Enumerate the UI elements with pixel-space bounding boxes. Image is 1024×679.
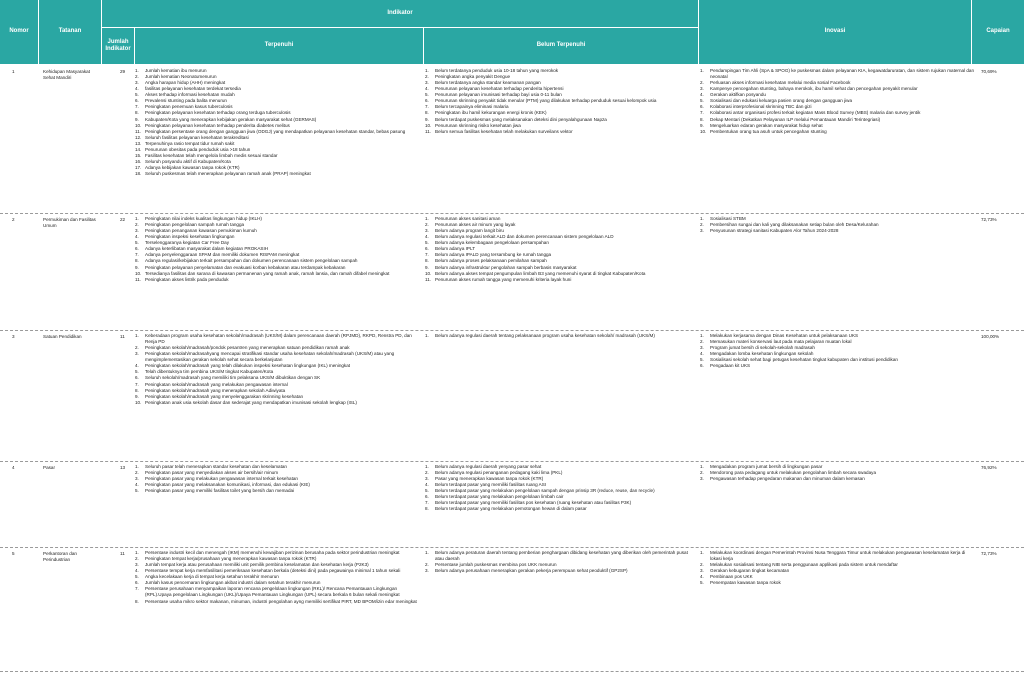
list-item-text: Belum adanya regulasi penanganan pedagang kaki lima (PKL): [435, 470, 563, 476]
list-item-number: 15.: [135, 152, 142, 158]
row-capaian: 100,00%: [981, 334, 1000, 339]
list-item-text: Penurunan akses rumah tangga yang memenuhi kriteria layak huni: [435, 276, 572, 282]
list-item-text: Penurunan obesitas pada penduduk usia >18 tahun: [145, 146, 251, 152]
list-item: [425, 277, 695, 283]
row-tatanan: Perkantoran dan Perindustrian: [43, 551, 77, 562]
list-item: [700, 580, 975, 586]
list-item: [700, 129, 975, 135]
list-item-number: 1.: [700, 68, 704, 73]
terpenuhi-list: [135, 550, 420, 605]
list-item-number: 9.: [135, 264, 139, 270]
list-item-number: 3.: [135, 228, 139, 234]
list-item-text: Jumlah kematian Neonatumenurun: [145, 74, 217, 80]
list-item-text: Sosialisasi dan edukasi keluarga pasien orang dengan gangguan jiwa: [710, 98, 852, 104]
terpenuhi-list: [135, 216, 420, 283]
belum-terpenuhi-list: [425, 550, 695, 574]
list-item: [700, 228, 975, 234]
list-item-text: Peningkatan akses listrik pada penduduk: [145, 276, 229, 282]
row-tatanan: Permukiman dan Fasilitas Umum: [43, 217, 96, 228]
list-item-number: 1.: [425, 464, 429, 469]
list-item-text: Perluasan akses informasi kesehatan melalui media sosial Facebook: [710, 80, 851, 86]
list-item-number: 5.: [135, 92, 139, 98]
list-item-number: 5.: [425, 240, 429, 246]
row-capaian: 72,73%: [981, 217, 997, 222]
header-capaian: Capaian: [972, 0, 1024, 64]
list-item-text: Angka kecelakaan kerja di tempat kerja setahun terakhir menurun: [145, 574, 279, 580]
list-item-text: Belum terdatanya angka standar keamanan pangan: [435, 80, 541, 86]
belum-terpenuhi-list: [425, 68, 695, 135]
list-item-number: 2.: [425, 562, 429, 568]
inovasi-list: [700, 68, 975, 135]
list-item-number: 10.: [425, 122, 432, 128]
list-item-text: Terpenuhinya rasio tempat tidur rumah sakit: [145, 140, 235, 146]
list-item-number: 2.: [700, 470, 704, 476]
list-item-text: Penyusunan strategi sanitasi Kabupaten Alor Tahun 2024-2028: [710, 228, 839, 234]
list-item-number: 6.: [425, 98, 429, 104]
list-item-text: Peningkatan pelayanan kesehatan terhadap penderita diabetes melitus: [145, 122, 290, 128]
list-item-number: 1.: [135, 464, 139, 469]
header-jumlah-indikator: Jumlah Indikator: [102, 28, 134, 64]
list-item-text: Kolaborasi interprofesional skrinning TBC dan gizi: [710, 104, 812, 110]
list-item-text: Jumlah tempat kerja atau perusahaan memiliki unit pemilik pembina keselamatan dan kesehatan kerja (P2K3): [145, 562, 369, 568]
list-item-text: Penurunan skrinning penyakit tidak menular (PTM) yang dilakukan terhadap penduduk sesuai kelompok usia: [435, 98, 657, 104]
list-item-text: Belum terdapat pasar yang memiliki fasilitas pos kesehatan (ruang kesehatan atau fasilitas P3K): [435, 500, 632, 506]
list-item-number: 2.: [700, 562, 704, 568]
list-item-text: Mengadakan program jumat bersih di lingkungan pasar: [710, 464, 823, 469]
list-item-text: Peningkatan angka penyakit Dengue: [435, 74, 511, 80]
list-item-text: Peningkatan inspeksi kesehatan lingkungan: [145, 234, 235, 240]
list-item-text: Sosialisasi sekolah sehat bagi petugas kesehatan tingkat kabupaten dan institusi pendidikan: [710, 357, 898, 363]
list-item-number: 7.: [700, 110, 704, 116]
list-item-number: 8.: [425, 110, 429, 116]
header-inovasi: Inovasi: [699, 0, 971, 64]
table-row: [0, 331, 1024, 462]
terpenuhi-list: [135, 464, 420, 494]
list-item-number: 4.: [700, 574, 704, 580]
list-item-number: 6.: [135, 246, 139, 252]
list-item-number: 5.: [135, 369, 139, 375]
list-item-number: 18.: [135, 171, 142, 177]
list-item-number: 7.: [135, 586, 139, 592]
list-item-number: 2.: [135, 222, 139, 228]
row-number: 1: [12, 69, 15, 74]
list-item-number: 4.: [425, 234, 429, 240]
row-number: 3: [12, 334, 15, 339]
list-item-number: 8.: [700, 116, 704, 122]
list-item-text: Melakukan koordinasi dengan Pemerintah Provinsi Nusa Tenggara Timur untuk melakukan pengawasan keselamatan kerja di lokasi kerja: [710, 550, 966, 562]
list-item-text: Angka harapan hidup (AHH) meningkat: [145, 80, 226, 86]
list-item-text: Prevalensi stunting pada balita menurun: [145, 98, 227, 104]
list-item-number: 2.: [700, 222, 704, 228]
row-jumlah-indikator: 11: [120, 334, 125, 339]
list-item-text: Persentase perusahaan menyampaikan laporan rencana pengelolaan lingkungan (RKL)/ Rencana Pemantauan Lingkungan (RPL).Upaya pengelolaan Lingkungan (UKL)/Upaya Pemantauan Lingkungan (UPL) secara berkala 6 bulan sekali meningkat: [145, 586, 400, 598]
list-item-text: Penurunan skrinning risiko kesehatan jiwa: [435, 122, 521, 128]
list-item-text: Belum adanya IPLT: [435, 246, 476, 252]
list-item-text: Peningkatan ibu hamil kekurangan energi kronis (KEK): [435, 110, 547, 116]
list-item-text: Seluruh pasar telah menerapkan standar kesehatan dan keselamatan: [145, 464, 287, 469]
list-item-number: 6.: [135, 375, 139, 381]
list-item-text: Seluruh sekolah/madrasah yang memiliki tim pelaksana UKS/M dibuktikan dengan SK: [145, 375, 321, 381]
list-item-text: Belum adanya akses tempat pengumpulan limbah B3 yang memenuhi syarat di tingkat Kabupaten/Kota: [435, 270, 646, 276]
list-item-number: 5.: [425, 488, 429, 494]
list-item-number: 4.: [135, 234, 139, 240]
header-belum-terpenuhi: Belum Terpenuhi: [424, 28, 698, 64]
list-item-number: 3.: [700, 86, 704, 92]
list-item-text: Fasilitas kesehatan telah mengelola limbah medis sesuai standar: [145, 152, 278, 158]
row-tatanan: Kehidupan Masyarakat Sehat Mandiri: [43, 69, 90, 80]
list-item: [135, 351, 420, 363]
list-item-number: 11.: [425, 276, 432, 282]
list-item-number: 5.: [425, 92, 429, 98]
list-item-text: Peningkatan nilai indeks kualitas lingkungan hidup (IKLH): [145, 216, 262, 221]
list-item-number: 9.: [700, 122, 704, 128]
list-item-number: 1.: [135, 333, 139, 338]
list-item-number: 8.: [135, 258, 139, 264]
table-row: [0, 66, 1024, 214]
list-item-text: Belum adanya program langit biru: [435, 228, 504, 234]
list-item-text: Seluruh fasilitas pelayanan kesehatan terakreditasi: [145, 134, 249, 140]
list-item-text: Kabupaten/Kota yang menerapkan kebijakan gerakan masyarakat sehat (GERMAS): [145, 116, 317, 122]
list-item: [700, 550, 975, 562]
header-indikator: Indikator: [102, 0, 698, 27]
list-item-text: Penurunan pelayanan kesehatan terhadap penderita hipertensi: [435, 86, 564, 92]
list-item-text: Gerakan kebugaran tingkat kecamatan: [710, 568, 790, 574]
list-item-number: 10.: [135, 270, 142, 276]
row-capaian: 72,73%: [981, 551, 997, 556]
row-jumlah-indikator: 13: [120, 465, 126, 470]
list-item-number: 2.: [425, 222, 429, 228]
list-item-number: 3.: [135, 476, 139, 482]
list-item-number: 11.: [425, 128, 432, 134]
list-item-text: Pengadaan kit UKS: [710, 363, 751, 369]
list-item-text: Peningkatan pasar yang melaksanakan komunikasi, informasi, dan edukasi (KIE): [145, 482, 310, 488]
list-item-number: 1.: [700, 550, 704, 555]
list-item-number: 4.: [135, 86, 139, 92]
list-item-text: Mengadakan lomba kesehatan lingkungan sekolah: [710, 351, 814, 357]
list-item-number: 1.: [425, 333, 429, 338]
list-item-text: Program jumat bersih di sekolah-sekolah madrasah: [710, 345, 815, 351]
list-item: [425, 568, 695, 574]
list-item-text: Belum terdapat pasar yang melakukan pengelolaan sampah dengan prinsip 3R (reduce, reuse, dan recycle): [435, 488, 655, 494]
list-item-text: Peningkatan tempat kerja/prusahaan yang menerapkan kawasan tanpa rokok (KTR): [145, 556, 317, 562]
inovasi-list: [700, 464, 975, 482]
list-item-number: 9.: [425, 264, 429, 270]
list-item-text: Belum adanya regulasi terkait ALD dan dokumen perencanaan sistem pengelolaan ALD: [435, 234, 614, 240]
list-item-text: Penempatan kawasan tanpa rokok: [710, 580, 781, 586]
header-terpenuhi: Terpenuhi: [135, 28, 423, 64]
list-item-text: Peningkatan persentase orang dengan gangguan jiwa (ODGJ) yang mendapatkan pelayanan kesehatan standar, bebas pasung: [145, 128, 406, 134]
list-item-number: 6.: [425, 494, 429, 500]
list-item: [700, 476, 975, 482]
list-item-number: 5.: [135, 488, 139, 494]
list-item-number: 2.: [425, 470, 429, 476]
list-item-number: 3.: [425, 228, 429, 234]
list-item-number: 2.: [425, 74, 429, 80]
list-item-text: Pembentukan orang tua asuh untuk pencegahan stunting: [710, 128, 827, 134]
belum-terpenuhi-list: [425, 216, 695, 283]
row-tatanan: Pasar: [43, 465, 56, 470]
list-item-text: Akses terhadap informasi kesehatan mudah: [145, 92, 235, 98]
list-item: [135, 277, 420, 283]
list-item-text: Dekap Mentari (Dekatkan Pelayanan ILP melalui Pemantauan Mandiri Terintegriasi): [710, 116, 881, 122]
list-item-number: 3.: [425, 568, 429, 574]
list-item-number: 1.: [135, 550, 139, 555]
list-item-number: 5.: [135, 240, 139, 246]
list-item-number: 3.: [700, 345, 704, 351]
list-item-number: 4.: [425, 482, 429, 488]
list-item-number: 8.: [425, 258, 429, 264]
list-item-text: Peningkatan anak usia sekolah dasar dan sederajat yang mendapatkan imunisasi sekolah lengkap (ISL): [145, 399, 357, 405]
list-item-number: 9.: [135, 116, 139, 122]
list-item-text: Peningkatan sekolah/madrasah yang telah dilakukan inspeksi kesehatan lingkungan (IKL) meningkat: [145, 363, 351, 369]
list-item-text: Tersedianya fasilitas dan sarana di kawasan permanenan yang ramah anak, ramah lansia, dan ramah difabel meningkat: [145, 270, 390, 276]
list-item: [135, 599, 420, 605]
list-item-text: Telah dibentuknya tim pembina UKS/M tingkat Kabupaten/Kota: [145, 369, 274, 375]
list-item-number: 3.: [135, 351, 139, 357]
list-item: [425, 333, 695, 339]
list-item-text: Belum adanya proses pelaksanaan pemilahan sampah: [435, 258, 547, 264]
list-item-text: Peningkatan sekolah/madrasahyang mencapai stratifikasi standar usaha kesehatan sekolah/madrasah (UKS/M) atau yang mengimplementasikan gerakan sekolah sehat secara berkelanjutan: [145, 351, 395, 363]
list-item-number: 1.: [135, 216, 139, 221]
list-item-number: 11.: [135, 276, 142, 282]
list-item-text: Adanya regulasi/kebijakan terkait persampahan dan dokumen perencanaan sistem pengelolaan sampah: [145, 258, 358, 264]
list-item: [135, 171, 420, 177]
list-item-text: Adanya keterlibatan masyarakat dalam kegiatan PROKASIH: [145, 246, 269, 252]
list-item-number: 3.: [425, 476, 429, 482]
belum-terpenuhi-list: [425, 333, 695, 339]
list-item-text: Penurunan akses air minum yang layak: [435, 222, 516, 228]
list-item-number: 7.: [135, 104, 139, 110]
list-item: [135, 333, 420, 345]
list-item-text: Belum terdatanya penduduk usia 10-18 tahun yang merokok: [435, 68, 559, 73]
list-item-number: 1.: [700, 216, 704, 221]
list-item-text: Peningkatan sekolah/madrasah yang menyelenggarakan skrinning kesehatan: [145, 393, 304, 399]
list-item-number: 13.: [135, 140, 142, 146]
list-item-number: 5.: [135, 574, 139, 580]
row-divider: [0, 671, 1024, 672]
list-item-number: 2.: [135, 470, 139, 476]
list-item: [425, 550, 695, 562]
list-item-text: Peningkatan pasar yang melakukan pengawasan internal terkait kesehatan: [145, 476, 298, 482]
list-item-number: 3.: [700, 476, 704, 482]
list-item-text: Melakukan sosialisasi tentang NIB serta penggunaan applikasi pada sistem untuk mendaftar: [710, 562, 898, 568]
terpenuhi-list: [135, 68, 420, 177]
list-item: [700, 363, 975, 369]
list-item-number: 5.: [700, 98, 704, 104]
list-item-number: 5.: [700, 580, 704, 586]
list-item-number: 8.: [425, 506, 429, 512]
row-jumlah-indikator: 11: [120, 551, 125, 556]
list-item: [425, 506, 695, 512]
list-item-number: 7.: [425, 104, 429, 110]
list-item-number: 11.: [135, 128, 142, 134]
table-row: [0, 548, 1024, 672]
list-item-number: 12.: [135, 134, 142, 140]
list-item-number: 9.: [135, 393, 139, 399]
list-item-text: Penurunan pelayanan imunisasi terhadap bayi usia 0-11 bulan: [435, 92, 562, 98]
list-item-number: 6.: [135, 98, 139, 104]
list-item-text: Jumlah kasus pencemaran lingkungan akibat industri dalam setahun terakhir menurun: [145, 580, 321, 586]
list-item-text: Peningkatan pasar yang menyediakan akses air bersih/air minum: [145, 470, 279, 476]
list-item-text: Belum adanya perusahaan menerapkan gerakan pekerja perempuan sehat peoduktif (GP2SP): [435, 568, 628, 574]
list-item-number: 7.: [425, 252, 429, 258]
list-item-number: 6.: [700, 104, 704, 110]
list-item-number: 1.: [425, 68, 429, 73]
list-item-number: 16.: [135, 158, 142, 164]
list-item-text: Gerakan aktifkan posyandu: [710, 92, 766, 98]
row-capaian: 70,69%: [981, 69, 997, 74]
terpenuhi-list: [135, 333, 420, 406]
list-item-text: Melakukan kerjasama dengan Dinas Kesehatan untuk pelaksanaan UKS: [710, 333, 859, 338]
list-item-number: 2.: [700, 339, 704, 345]
list-item-text: Persentase industri kecil dan menengah (IKM) memenuhi kewajiban perizinan berusaha pada sektor perindustrian meningkat: [145, 550, 400, 555]
list-item-text: Seluruh puskesmas telah menerapkan pelayanan ramah anak (PRAP) meningkat: [145, 171, 311, 177]
list-item-text: Belum adanya IPALD yang tersambung ke rumah tangga: [435, 252, 552, 258]
list-item-text: Keberadaan program usaha kesehatan sekolah/madrasah (UKS/M) dalam perencanaan daerah (RPJMD), RKPD, Renstra PD, dan Renja PD: [145, 333, 412, 345]
list-item-text: Pendampingan Tim Ahli (SpA & SPOG) ke puskesmas dalam pelayanan KIA, kegawatdaruratan, dan sistem rujukan maternal dan neonatal: [710, 68, 975, 80]
list-item-number: 2.: [700, 80, 704, 86]
list-item-text: Persentase tempat kerja memfasilitasi pemeriksaan kesehatan berkala (deteksi dini) pada pegawainya minimal 1 tahun sekali: [145, 568, 401, 574]
list-item-text: Pasar yang menerapkan kawasan tanpa rokok (KTR): [435, 476, 544, 482]
list-item-text: Terselenggaranya kegiatan Car Free Day: [145, 240, 230, 246]
list-item-text: Sosialisasi STBM: [710, 216, 746, 221]
list-item-number: 1.: [425, 216, 429, 221]
list-item-text: Seluruh posyandu aktif di Kabupaten/Kota: [145, 158, 231, 164]
list-item-number: 2.: [135, 74, 139, 80]
list-item-text: Belum terdapat pasar yang melakukan pemotongan hewan di dalam pasar: [435, 506, 587, 512]
list-item-text: Peningkatan penemuan kasus tuberculosis: [145, 104, 233, 110]
list-item-number: 4.: [135, 363, 139, 369]
list-item: [135, 400, 420, 406]
header-nomor: Nomor: [0, 0, 38, 64]
row-capaian: 76,92%: [981, 465, 997, 470]
table-row: [0, 214, 1024, 331]
list-item-number: 4.: [425, 86, 429, 92]
list-item-text: Peningkatan pelayanan penyelamatan dan evakuasi korban kebakaran atau terdampak kebakaran: [145, 264, 346, 270]
list-item-text: Peningkatan pasar yang memiliki fasilitas toilet yang bersih dan memadai: [145, 488, 295, 494]
list-item-number: 3.: [135, 80, 139, 86]
list-item-number: 17.: [135, 165, 142, 170]
list-item-number: 3.: [425, 80, 429, 86]
list-item-text: Peningkatan sekolah/madrasah yang menerapkan sekolah Adiwiyata: [145, 387, 286, 393]
list-item-text: Penurunan akses sanitasi aman: [435, 216, 501, 221]
inovasi-list: [700, 333, 975, 369]
list-item-number: 8.: [135, 387, 139, 393]
row-number: 2: [12, 217, 15, 222]
row-jumlah-indikator: 22: [120, 217, 126, 222]
list-item-number: 2.: [135, 345, 139, 351]
list-item-text: Belum adanya infrastruktur pengolahan sampah berbasis masyarakat: [435, 264, 577, 270]
list-item-text: Mengeluarkan edaran gerakan masyarakat hidup sehat: [710, 122, 823, 128]
list-item-text: Peningkatan pengelolaan sampah rumah tangga: [145, 222, 245, 228]
list-item-number: 4.: [135, 482, 139, 488]
list-item-number: 6.: [135, 580, 139, 586]
list-item-text: Pembinaan pos UKK: [710, 574, 753, 580]
list-item: [135, 586, 420, 598]
list-item-number: 6.: [425, 246, 429, 252]
list-item-text: Pembersihan sungai dan kali yang dilaksanakan setiap bulan oleh Desa/Kelurahan: [710, 222, 879, 228]
list-item-number: 3.: [135, 562, 139, 568]
list-item-number: 1.: [425, 550, 429, 555]
row-tatanan: Satuan Pendidikan: [43, 334, 82, 339]
list-item-text: Belum terdapat puskesmas yang melaksanakan deteksi dini penyalahgunaan Napza: [435, 116, 607, 122]
list-item-number: 9.: [425, 116, 429, 122]
list-item-number: 5.: [700, 357, 704, 363]
list-item-number: 10.: [425, 270, 432, 276]
list-item-text: Persentase usaha mikro sektor makanan, minuman, industri pengolahan ayng memiliki sertifikat PIRT, MD BPOM/izin edar meningkat: [145, 598, 417, 604]
list-item: [425, 129, 695, 135]
list-item-number: 1.: [700, 333, 704, 338]
inovasi-list: [700, 216, 975, 234]
belum-terpenuhi-list: [425, 464, 695, 513]
list-item-number: 4.: [700, 351, 704, 357]
list-item-number: 8.: [135, 110, 139, 116]
list-item-text: Memasukan materi konservasi laut pada mata pelajaran muatan lokal: [710, 339, 852, 345]
list-item-text: Kampenye pencegahan stunting, bahaya merokok, ibu hamil sehat dan pencegahan penyakit menular: [710, 86, 918, 92]
list-item-text: Jumlah kematian ibu menurun: [145, 68, 207, 73]
list-item-number: 6.: [700, 363, 704, 369]
list-item-number: 1.: [700, 464, 704, 469]
row-number: 5: [12, 551, 15, 556]
list-item-number: 10.: [135, 122, 142, 128]
list-item-number: 3.: [700, 568, 704, 574]
list-item-number: 3.: [700, 228, 704, 234]
list-item-number: 1.: [135, 68, 139, 73]
list-item-text: Pengawasan terhadap pengedaran makanan dan minuman dalam kemasan: [710, 476, 865, 482]
list-item-text: Peningkatan penanganan kawasan pemukiman kumuh: [145, 228, 257, 234]
list-item-number: 10.: [135, 399, 142, 405]
list-item-number: 7.: [135, 381, 139, 387]
header-tatanan: Tatanan: [39, 0, 101, 64]
table-row: [0, 462, 1024, 548]
list-item-text: fasilitas pelayanan kesehatan terdekat tersedia: [145, 86, 241, 92]
list-item-text: Belum adanya peraturan daerah tentang pemberian penghargaan dibidang kesehatan yang diberikan oleh pemerintah pusat atau daerah: [435, 550, 688, 562]
list-item-text: Belum terdapat pasar yang melakukan pengelolaan limbah cair: [435, 494, 564, 500]
list-item-text: Mendorong para pedagang untuk melakukan pengolahan limbah secara swadaya: [710, 470, 877, 476]
list-item: [135, 488, 420, 494]
list-item-number: 4.: [135, 568, 139, 574]
list-item-number: 4.: [700, 92, 704, 98]
list-item-text: Peningkatan sekolah/madrasah yang melakukan pengawasan internal: [145, 381, 288, 387]
list-item-text: Kolaborasi antar organisasi profesi terkait kegiatan Mass Blood Survey (MBS) malaria dan survey jentik: [710, 110, 921, 116]
list-item-text: Peningkatan sekolah/madrasah/pondok pesantren yang menerapkan satuan pendidikan ramah anak: [145, 345, 350, 351]
list-item-text: Adanya kebijakan kawasan tanpa rokok (KTR): [145, 165, 240, 170]
list-item-number: 8.: [135, 598, 139, 604]
row-number: 4: [12, 465, 15, 470]
inovasi-list: [700, 550, 975, 586]
list-item-text: Belum tercapainya eliminasi malaria: [435, 104, 509, 110]
list-item-number: 14.: [135, 146, 142, 152]
list-item-text: Peningkatan pelayanan kesehatan terhadap orang terduga tuberculosis: [145, 110, 291, 116]
list-item-text: Belum terdapat pasar yang memiliki fasilitas ruang ASI: [435, 482, 547, 488]
list-item-number: 7.: [425, 500, 429, 506]
list-item-text: Persentase jumlah puskesmas membina pos UKK menurun: [435, 562, 557, 568]
list-item: [700, 68, 975, 80]
list-item-text: Belum adanya regulasi daerah yenyang pasar sehat: [435, 464, 542, 469]
list-item-number: 2.: [135, 556, 139, 562]
list-item-number: 7.: [135, 252, 139, 258]
list-item-text: Belum semua fasilitas kesehatan telah melakukan surveilans vektor: [435, 128, 573, 134]
list-item-text: Adanya penyelenggaraan SPAM dan memiliki dokumen RISPAM meningkat: [145, 252, 300, 258]
list-item-number: 10.: [700, 128, 707, 134]
list-item-text: Belum adanya kelembagaan pengelolaan persampahan: [435, 240, 549, 246]
row-jumlah-indikator: 29: [120, 69, 126, 74]
list-item-text: Belum adanya regulasi daerah tentang pelaksanaan program usaha kesehatan sekolah/ madrasah (UKS/M): [435, 333, 655, 338]
